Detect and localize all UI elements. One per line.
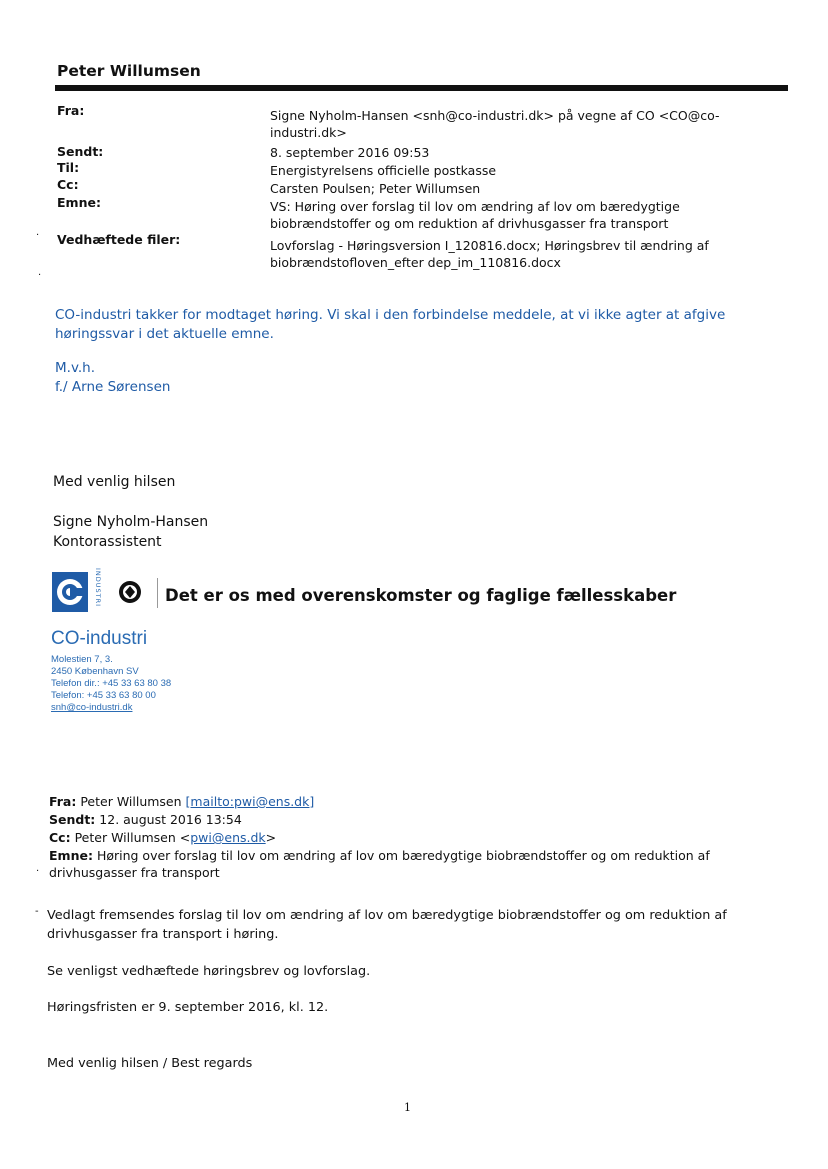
fwd-cc-close: > bbox=[265, 830, 277, 845]
reply-closing: M.v.h. bbox=[55, 360, 96, 376]
scan-mark: · bbox=[36, 866, 40, 877]
body-paragraph-3: Høringsfristen er 9. september 2016, kl. 12. bbox=[47, 1000, 329, 1015]
document-title: Peter Willumsen bbox=[57, 62, 201, 80]
scan-mark: · bbox=[38, 270, 42, 281]
attachments-label: Vedhæftede filer: bbox=[57, 232, 181, 247]
union-emblem-icon bbox=[118, 580, 142, 604]
subject-value: VS: Høring over forslag til lov om ændring af lov om bæredygtige biobrændstoffer og om reduktion af drivhusgasser fra transport bbox=[270, 199, 680, 231]
fwd-cc-value: Peter Willumsen < bbox=[74, 830, 191, 845]
scan-mark: · bbox=[36, 230, 40, 241]
body-paragraph-1: Vedlagt fremsendes forslag til lov om ændring af lov om bæredygtige biobrændstoffer og om reduktion af drivhusgasser fra transport i høring. bbox=[47, 908, 727, 942]
fwd-cc-label: Cc: bbox=[49, 830, 71, 845]
fwd-subject-line bbox=[49, 848, 729, 881]
attachments-value: Lovforslag - Høringsversion I_120816.docx; Høringsbrev til ændring af biobrændstofloven_efter dep_im_110816.docx bbox=[270, 238, 709, 270]
page-number: 1 bbox=[404, 1101, 411, 1114]
subject-label: Emne: bbox=[57, 195, 101, 210]
fwd-from-line bbox=[49, 794, 749, 811]
reply-text: CO-industri takker for modtaget høring. Vi skal i den forbindelse meddele, at vi ikke agter at afgive høringssvar i det aktuelle emne. bbox=[55, 307, 726, 342]
fwd-from-mailto-link[interactable]: [mailto:pwi@ens.dk] bbox=[185, 794, 315, 809]
signature-name: Signe Nyholm-Hansen bbox=[53, 514, 209, 530]
slogan: Det er os med overenskomster og faglige fællesskaber bbox=[165, 586, 677, 605]
logo-divider bbox=[157, 578, 158, 608]
fwd-sent-line bbox=[49, 812, 749, 829]
org-name: CO-industri bbox=[51, 628, 148, 649]
fwd-cc-line bbox=[49, 830, 749, 847]
phone-direct: Telefon dir.: +45 33 63 80 38 bbox=[51, 678, 172, 689]
fwd-sent-value: 12. august 2016 13:54 bbox=[99, 812, 242, 827]
from-label: Fra: bbox=[57, 103, 85, 118]
to-value: Energistyrelsens officielle postkasse bbox=[270, 163, 497, 178]
header-rule bbox=[55, 85, 788, 91]
cc-label: Cc: bbox=[57, 177, 79, 192]
co-industri-logo bbox=[52, 572, 88, 612]
sent-label: Sendt: bbox=[57, 144, 104, 159]
scan-mark: - bbox=[35, 906, 39, 917]
fwd-subject-label: Emne: bbox=[49, 848, 93, 863]
signature-email-link[interactable]: snh@co-industri.dk bbox=[51, 702, 133, 713]
fwd-from-value: Peter Willumsen bbox=[80, 794, 182, 809]
fwd-subject-value: Høring over forslag til lov om ændring af lov om bæredygtige biobrændstoffer og om reduktion af drivhusgasser fra transport bbox=[49, 848, 710, 880]
to-label: Til: bbox=[57, 160, 80, 175]
fwd-sent-label: Sendt: bbox=[49, 812, 96, 827]
body-paragraph-2: Se venligst vedhæftede høringsbrev og lovforslag. bbox=[47, 964, 371, 979]
from-value: Signe Nyholm-Hansen <snh@co-industri.dk> på vegne af CO <CO@co-industri.dk> bbox=[270, 108, 720, 140]
phone-main: Telefon: +45 33 63 80 00 bbox=[51, 690, 156, 701]
logo-text-strip: INDUSTRI bbox=[94, 568, 102, 608]
signature-greeting: Med venlig hilsen bbox=[53, 474, 176, 490]
signature-title: Kontorassistent bbox=[53, 534, 162, 550]
cc-value: Carsten Poulsen; Peter Willumsen bbox=[270, 181, 481, 196]
address-line-2: 2450 København SV bbox=[51, 666, 139, 677]
fwd-from-label: Fra: bbox=[49, 794, 77, 809]
address-line-1: Molestien 7, 3. bbox=[51, 654, 113, 665]
reply-signer: f./ Arne Sørensen bbox=[55, 379, 171, 395]
fwd-cc-email-link[interactable]: pwi@ens.dk bbox=[190, 830, 266, 845]
sent-value: 8. september 2016 09:53 bbox=[270, 145, 430, 160]
body-closing: Med venlig hilsen / Best regards bbox=[47, 1056, 253, 1071]
